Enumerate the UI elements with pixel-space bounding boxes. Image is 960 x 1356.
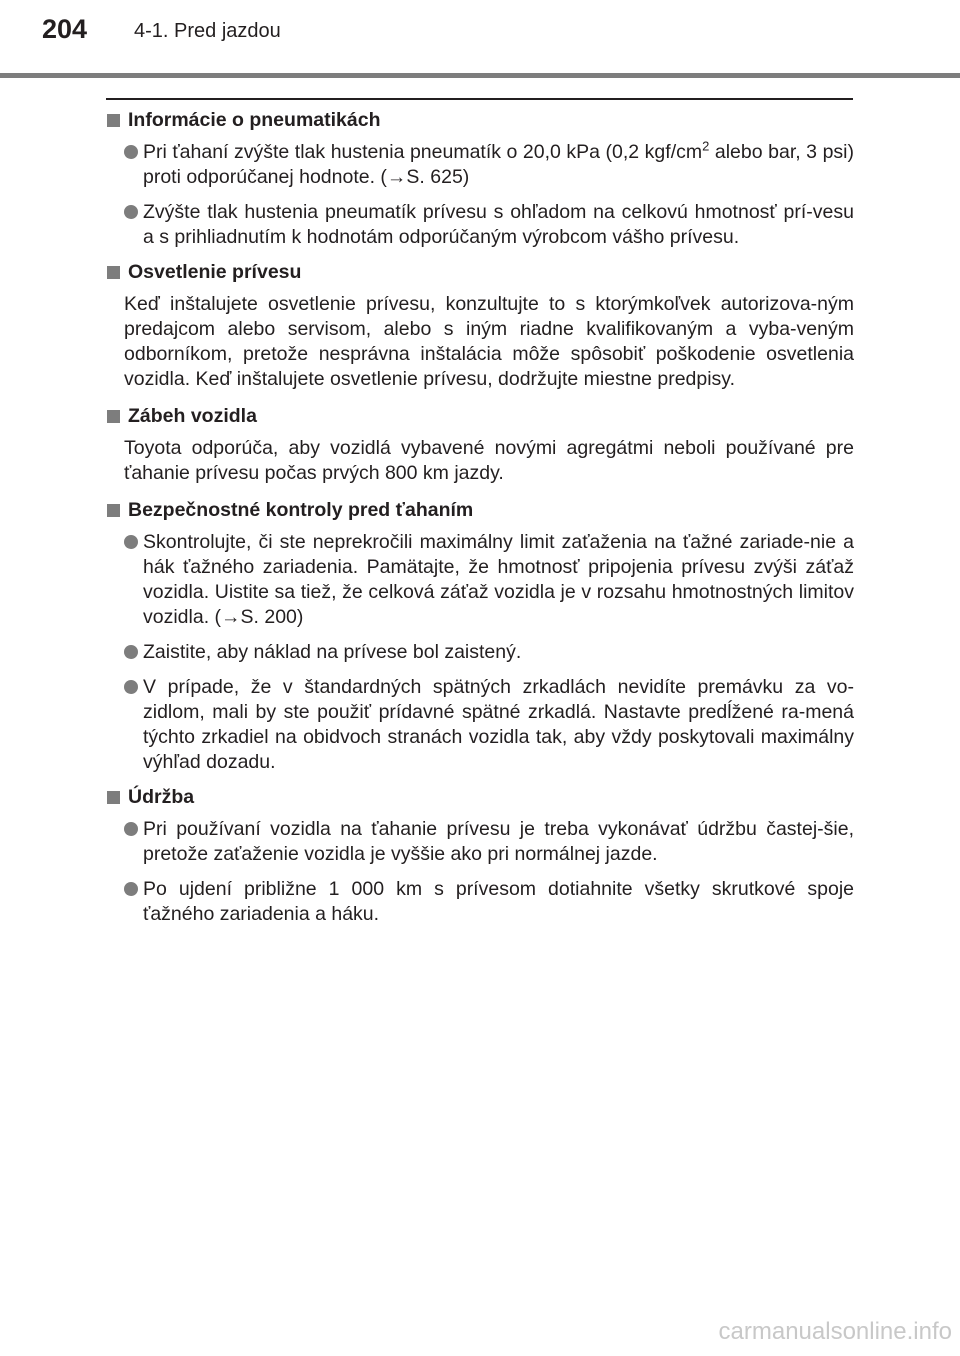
bullet-text-part: Pri ťahaní zvýšte tlak hustenia pneumatík o 20,0 kPa (0,2 kgf/cm — [143, 141, 703, 163]
bullet-text: Zvýšte tlak hustenia pneumatík prívesu s ohľadom na celkovú hmotnosť prí-vesu a s prihliadnutím k hodnotám odporúčaným výrobcom vášho prívesu. — [143, 201, 854, 248]
bullet-item — [106, 530, 854, 630]
bullet-text-part: alebo bar, 3 psi) proti odporúčanej hodnote. (→S. 625) — [143, 141, 854, 188]
section-heading — [106, 108, 854, 133]
header-rule — [0, 73, 960, 78]
section-heading-text: Údržba — [128, 786, 195, 808]
square-bullet-icon — [107, 504, 120, 517]
section-trailer-lights — [106, 260, 854, 392]
page-content — [106, 108, 854, 937]
bullet-text: Pri používaní vozidla na ťahanie prívesu je treba vykonávať údržbu častej-šie, pretože zaťaženie vozidla je vyššie ako pri normálnej jazde. — [143, 818, 854, 865]
round-bullet-icon — [124, 145, 138, 159]
content-top-rule — [106, 98, 853, 100]
section-paragraph: Toyota odporúča, aby vozidlá vybavené novými agregátmi neboli používané pre ťahanie prívesu počas prvých 800 km jazdy. — [124, 437, 854, 484]
bullet-item — [106, 817, 854, 867]
round-bullet-icon — [124, 822, 138, 836]
bullet-text: Skontrolujte, či ste neprekročili maximálny limit zaťaženia na ťažné zariade-nie a hák ťažného zariadenia. Pamätajte, že hmotnosť pripojenia prívesu zvýši záťaž vozidla. Uistite sa tiež, že celková záťaž vozidla je v rozsahu hmotnostných limitov vozidla. (→S. 200) — [143, 531, 854, 628]
square-bullet-icon — [107, 266, 120, 279]
bullet-text: V prípade, že v štandardných spätných zrkadlách nevidíte premávku za vo-zidlom, mali by ste použiť prídavné spätné zrkadlá. Nastavte predĺžené ra-mená týchto zrkadiel na obidvoch stranách vozidla tak, aby vždy poskytovali maximálny výhľad dozadu. — [143, 676, 854, 773]
section-heading-text: Informácie o pneumatikách — [128, 109, 381, 131]
page-header — [0, 0, 960, 80]
square-bullet-icon — [107, 791, 120, 804]
round-bullet-icon — [124, 535, 138, 549]
watermark: carmanualsonline.info — [718, 1318, 952, 1345]
superscript: 2 — [702, 138, 710, 154]
bullet-item — [106, 877, 854, 927]
bullet-text: Zaistite, aby náklad na prívese bol zaistený. — [143, 641, 522, 663]
bullet-text: Po ujdení približne 1 000 km s prívesom dotiahnite všetky skrutkové spoje ťažného zariadenia a háku. — [143, 878, 854, 925]
section-heading-text: Bezpečnostné kontroly pred ťahaním — [128, 499, 474, 521]
section-heading — [106, 498, 854, 523]
bullet-item — [106, 140, 854, 190]
section-heading — [106, 404, 854, 429]
page-number: 204 — [42, 14, 88, 44]
bullet-item — [106, 200, 854, 250]
bullet-item — [106, 675, 854, 775]
section-break-in — [106, 404, 854, 486]
round-bullet-icon — [124, 645, 138, 659]
section-paragraph: Keď inštalujete osvetlenie prívesu, konzultujte to s ktorýmkoľvek autorizova-ným predajcom alebo servisom, alebo s iným riadne kvalifikovaným a vyba-veným odborníkom, pretože nesprávna inštalácia môže spôsobiť poškodenie osvetlenia vozidla. Keď inštalujete osvetlenie prívesu, dodržujte miestne predpisy. — [124, 293, 854, 390]
chapter-title: 4-1. Pred jazdou — [134, 20, 281, 42]
section-heading — [106, 785, 854, 810]
section-heading-text: Osvetlenie prívesu — [128, 261, 302, 283]
round-bullet-icon — [124, 680, 138, 694]
section-heading-text: Zábeh vozidla — [128, 405, 257, 427]
section-heading — [106, 260, 854, 285]
square-bullet-icon — [107, 410, 120, 423]
round-bullet-icon — [124, 205, 138, 219]
bullet-item — [106, 640, 854, 665]
section-maintenance — [106, 785, 854, 927]
square-bullet-icon — [107, 114, 120, 127]
section-safety-checks — [106, 498, 854, 775]
round-bullet-icon — [124, 882, 138, 896]
section-tire-info — [106, 108, 854, 250]
